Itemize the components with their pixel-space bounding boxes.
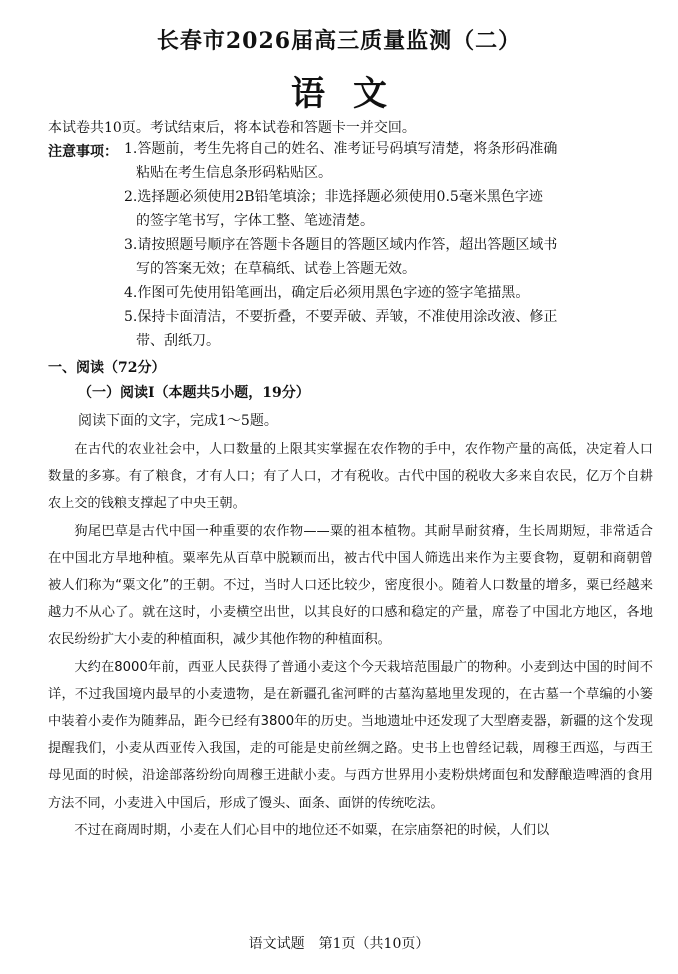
- notes-label: 注意事项：: [48, 144, 118, 160]
- note-item-3-first: 3.请按照题号顺序在答题卡各题目的答题区域内作答，超出答题区域书: [124, 237, 558, 253]
- note-item-2-rest: 的签字笔书写，字体工整、笔迹清楚。: [136, 213, 374, 229]
- note-item-3: [124, 233, 557, 281]
- page-footer: 语文试题 第1页（共10页）: [248, 936, 430, 952]
- passage-paragraph-1: 在古代的农业社会中，人口数量的上限其实掌握在农作物的手中，农作物产量的高低，决定着人口数量的多寡。有了粮食，才有人口；有了人口，才有税收。古代中国的税收大多来自农民，亿万个自耕农上交的钱粮支撑起了中央王朝。: [48, 442, 653, 512]
- intro-line: 本试卷共10页。考试结束后，将本试卷和答题卡一并交回。: [48, 120, 416, 136]
- note-item-4: [124, 281, 529, 305]
- note-item-3-rest: 写的答案无效；在草稿纸、试卷上答题无效。: [136, 261, 416, 277]
- subsection-heading: （一）阅读I（本题共5小题，19分）: [78, 385, 310, 401]
- note-item-2-first: 2.选择题必须使用2B铅笔填涂；非选择题必须使用0.5毫米黑色字迹: [124, 189, 543, 205]
- reading-instruction: 阅读下面的文字，完成1～5题。: [78, 413, 278, 429]
- note-item-5: [124, 305, 557, 353]
- passage-paragraph-2: 狗尾巴草是古代中国一种重要的农作物——粟的祖本植物。其耐旱耐贫瘠，生长周期短，非常适合在中国北方旱地种植。粟率先从百草中脱颖而出，被古代中国人筛选出来作为主要食物，夏朝和商朝曾被人们称为“粟文化”的王朝。不过，当时人口还比较少，密度很小。随着人口数量的增多，粟已经越来越力不从心了。就在这时，小麦横空出世，以其良好的口感和稳定的产量，席卷了中国北方地区，各地农民纷纷扩大小麦的种植面积，减少其他作物的种植面积。: [48, 523, 653, 648]
- note-item-4-first: 4.作图可先使用铅笔画出，确定后必须用黑色字迹的签字笔描黑。: [124, 285, 530, 301]
- passage-paragraph-4: 不过在商周时期，小麦在人们心目中的地位还不如粟，在宗庙祭祀的时候，人们以: [74, 822, 550, 838]
- exam-title: 长春市2026届高三质量监测（二）: [156, 28, 522, 54]
- note-item-5-rest: 带、刮纸刀。: [136, 333, 220, 349]
- note-item-1-rest: 粘贴在考生信息条形码粘贴区。: [136, 165, 332, 181]
- note-item-2: [124, 185, 543, 233]
- note-item-1: [124, 137, 557, 185]
- reading-passage: [48, 436, 653, 844]
- section-heading: 一、阅读（72分）: [48, 360, 166, 376]
- note-item-5-first: 5.保持卡面清洁，不要折叠，不要弄破、弄皱，不准使用涂改液、修正: [124, 309, 558, 325]
- passage-paragraph-3: 大约在8000年前，西亚人民获得了普通小麦这个今天栽培范围最广的物种。小麦到达中国的时间不详，不过我国境内最早的小麦遗物，是在新疆孔雀河畔的古墓沟墓地里发现的，在古墓一个草编的小篓中装着小麦作为随葬品，距今已经有3800年的历史。当地遗址中还发现了大型磨麦器，新疆的这个发现提醒我们，小麦从西亚传入我国，走的可能是史前丝绸之路。史书上也曾经记载，周穆王西巡，与西王母见面的时候，沿途部落纷纷向周穆王进献小麦。与西方世界用小麦粉烘烤面包和发酵酿造啤酒的食用方法不同，小麦进入中国后，形成了馒头、面条、面饼的传统吃法。: [48, 659, 653, 811]
- subject-title: 语文: [291, 74, 415, 114]
- note-item-1-first: 1.答题前，考生先将自己的姓名、准考证号码填写清楚，将条形码准确: [124, 141, 558, 157]
